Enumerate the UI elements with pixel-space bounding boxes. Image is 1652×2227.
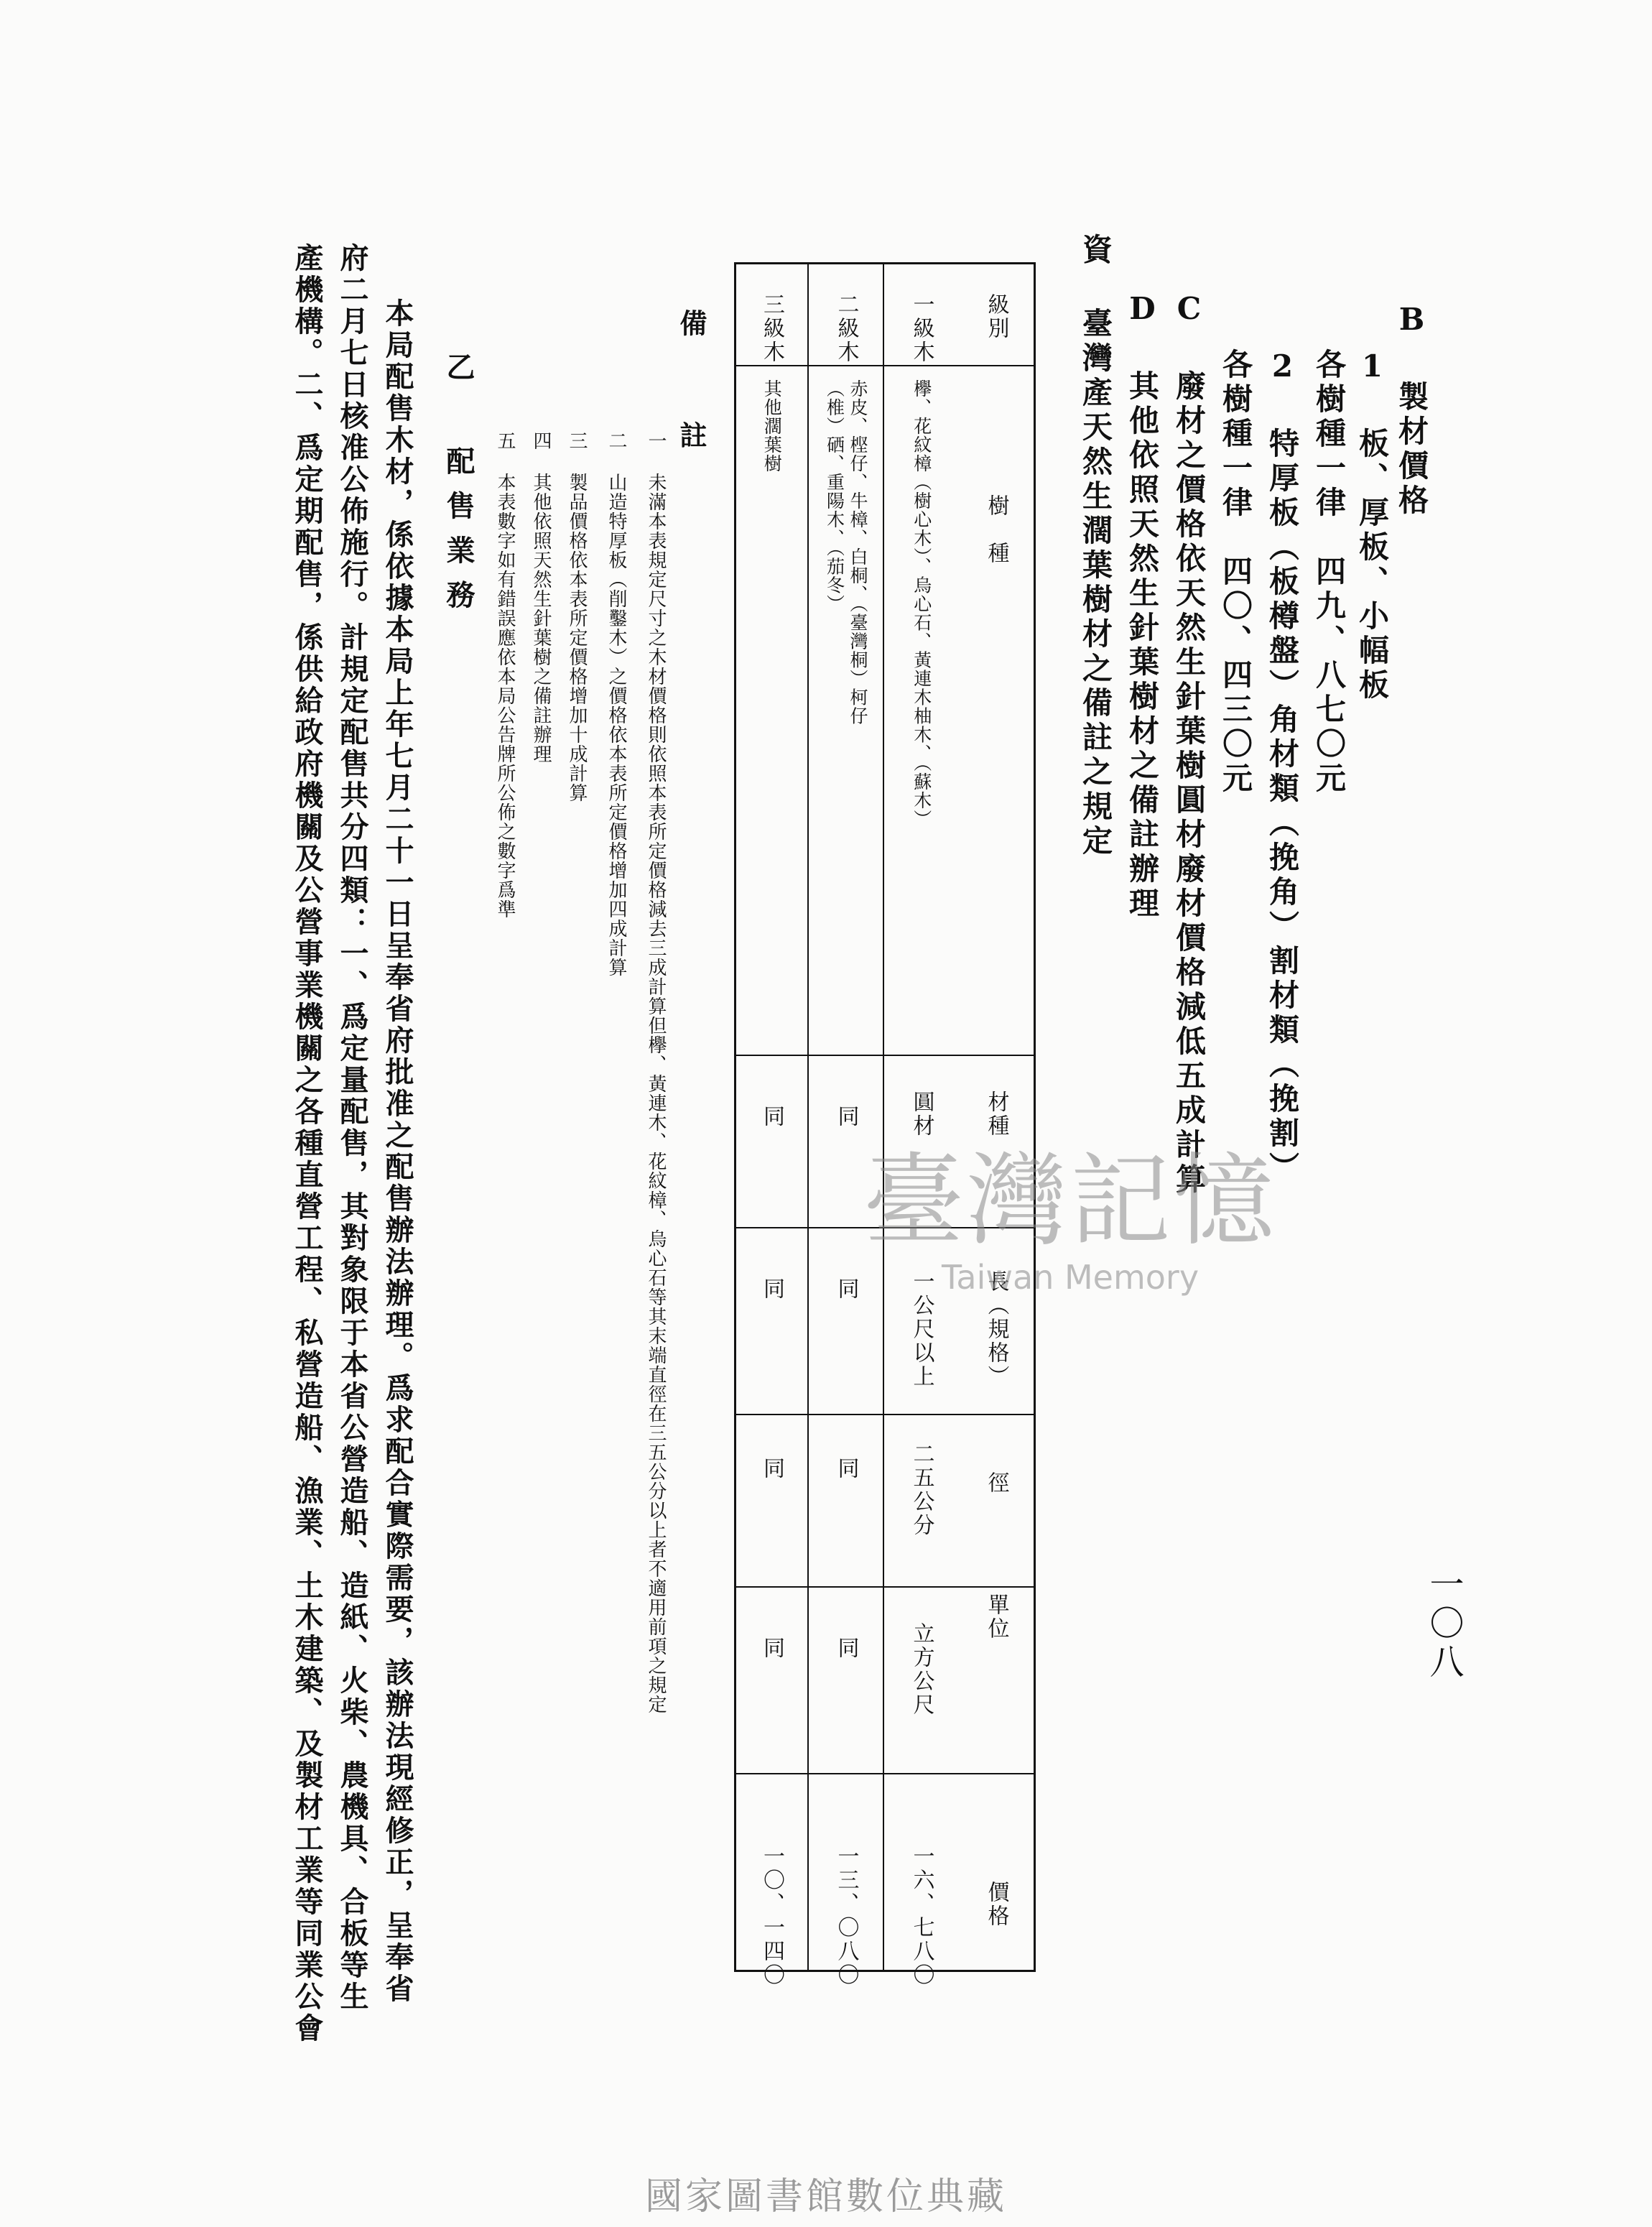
row3-material: 同 — [759, 1105, 784, 1129]
header-species: 樹 種 — [983, 494, 1009, 565]
table-row — [734, 264, 807, 1987]
watermark — [833, 1121, 1307, 1297]
price-table — [734, 262, 1036, 1987]
remark-item: 五 本表數字如有錯誤應依本局公告牌所公佈之數字爲準 — [494, 431, 516, 919]
table-heading: 資 臺灣產天然生濶葉樹材之備註之規定 — [1078, 233, 1113, 859]
header-material: 材種 — [983, 1091, 1009, 1138]
section-b2-title: 2 特厚板（板樽盤）角材類（挽角）割材類（挽割） — [1265, 348, 1300, 1186]
row2-species: 赤皮、㭴仔、牛樟、白桐、（臺灣桐）柯仔（椎）硒、重陽木、（茄冬） — [824, 379, 868, 726]
header-unit: 單位 — [983, 1593, 1009, 1641]
row3-species: 其他濶葉樹 — [761, 379, 783, 473]
section-b2-price: 各樹種一律 四〇、四三〇元 — [1218, 348, 1253, 797]
row2-grade: 二級木 — [833, 293, 859, 364]
footer-collection-label: 國家圖書館數位典藏 — [644, 2175, 1007, 2218]
watermark-en: Taiwan Memory — [941, 1258, 1199, 1297]
row1-price: 一六、七八〇 — [909, 1845, 934, 1987]
table-divider — [736, 365, 1034, 366]
table-divider — [736, 1055, 1034, 1056]
remark-item: 三 製品價格依本表所定價格增加十成計算 — [566, 431, 588, 802]
remark-item: 一 未滿本表規定尺寸之木材價格則依照本表所定價格減去三成計算但欅、黃連木、花紋樟、烏心石等其末端直徑在三五公分以上者不適用前項之規定 — [645, 431, 667, 1714]
table-header-column — [958, 264, 1034, 1970]
table-divider — [736, 1586, 1034, 1588]
row3-price: 一〇、一四〇 — [759, 1845, 784, 1987]
row3-grade: 三級木 — [759, 293, 784, 364]
section-b-heading: B 製材價格 — [1394, 302, 1429, 519]
row2-material: 同 — [833, 1105, 859, 1129]
row1-material: 圓材 — [909, 1091, 934, 1138]
section-yi-heading: 乙 配售業務 — [442, 352, 475, 624]
row1-grade: 一級木 — [909, 293, 934, 364]
header-length: 長（規格） — [983, 1270, 1009, 1389]
section-d-text: D 其他依照天然生針葉樹材之備註辦理 — [1125, 291, 1160, 922]
header-grade: 級別 — [983, 293, 1009, 341]
section-yi-paragraph-line: 產機構。二、爲定期配售，係供給政府機關及公營事業機關之各種直營工程、私營造船、漁業、土木建築、及製材工業等同業公會 — [290, 243, 324, 2045]
header-price: 價格 — [983, 1881, 1009, 1928]
row3-diameter: 同 — [759, 1457, 784, 1481]
row1-length: 一公尺以上 — [909, 1270, 934, 1389]
row1-diameter: 二五公分 — [909, 1443, 934, 1537]
table-row — [883, 264, 958, 1987]
table-divider — [736, 1773, 1034, 1774]
row2-length: 同 — [833, 1277, 859, 1301]
watermark-cn: 臺灣記憶 — [863, 1143, 1277, 1260]
section-b1-title: 1 板、厚板、小幅板 — [1355, 348, 1390, 703]
section-c-text: C 廢材之價格依天然生針葉樹圓材廢材價格減低五成計算 — [1171, 291, 1207, 1198]
header-diameter: 徑 — [983, 1471, 1009, 1495]
table-divider — [736, 1414, 1034, 1415]
section-yi-paragraph-line: 本局配售木材，係依據本局上年七月二十一日呈奉省府批准之配售辦法辦理。爲求配合實際需要，該辦法現經修正，呈奉省 — [381, 298, 414, 2005]
section-b1-price: 各樹種一律 四九、八七〇元 — [1312, 348, 1347, 797]
remark-item: 二 山造特厚板（削鑿木）之價格依本表所定價格增加四成計算 — [605, 431, 627, 977]
row1-unit: 立方公尺 — [909, 1622, 934, 1717]
row1-species: 欅、花紋樟（樹心木）、烏心石、黃連木柚木、（蘇木） — [911, 379, 932, 828]
row3-unit: 同 — [759, 1636, 784, 1660]
remarks-heading: 備 註 — [675, 309, 707, 477]
row2-diameter: 同 — [833, 1457, 859, 1481]
page-number: 一〇八 — [1424, 1566, 1464, 1682]
remark-item: 四 其他依照天然生針葉樹之備註辦理 — [530, 431, 552, 764]
row3-length: 同 — [759, 1277, 784, 1301]
table-row — [807, 264, 883, 1987]
row2-price: 一三、〇八〇 — [833, 1845, 859, 1987]
row2-unit: 同 — [833, 1636, 859, 1660]
section-yi-paragraph-line: 府二月七日核准公佈施行。計規定配售共分四類：一、爲定量配售，其對象限于本省公營造船、造紙、火柴、農機具、合板等生 — [335, 243, 369, 2013]
